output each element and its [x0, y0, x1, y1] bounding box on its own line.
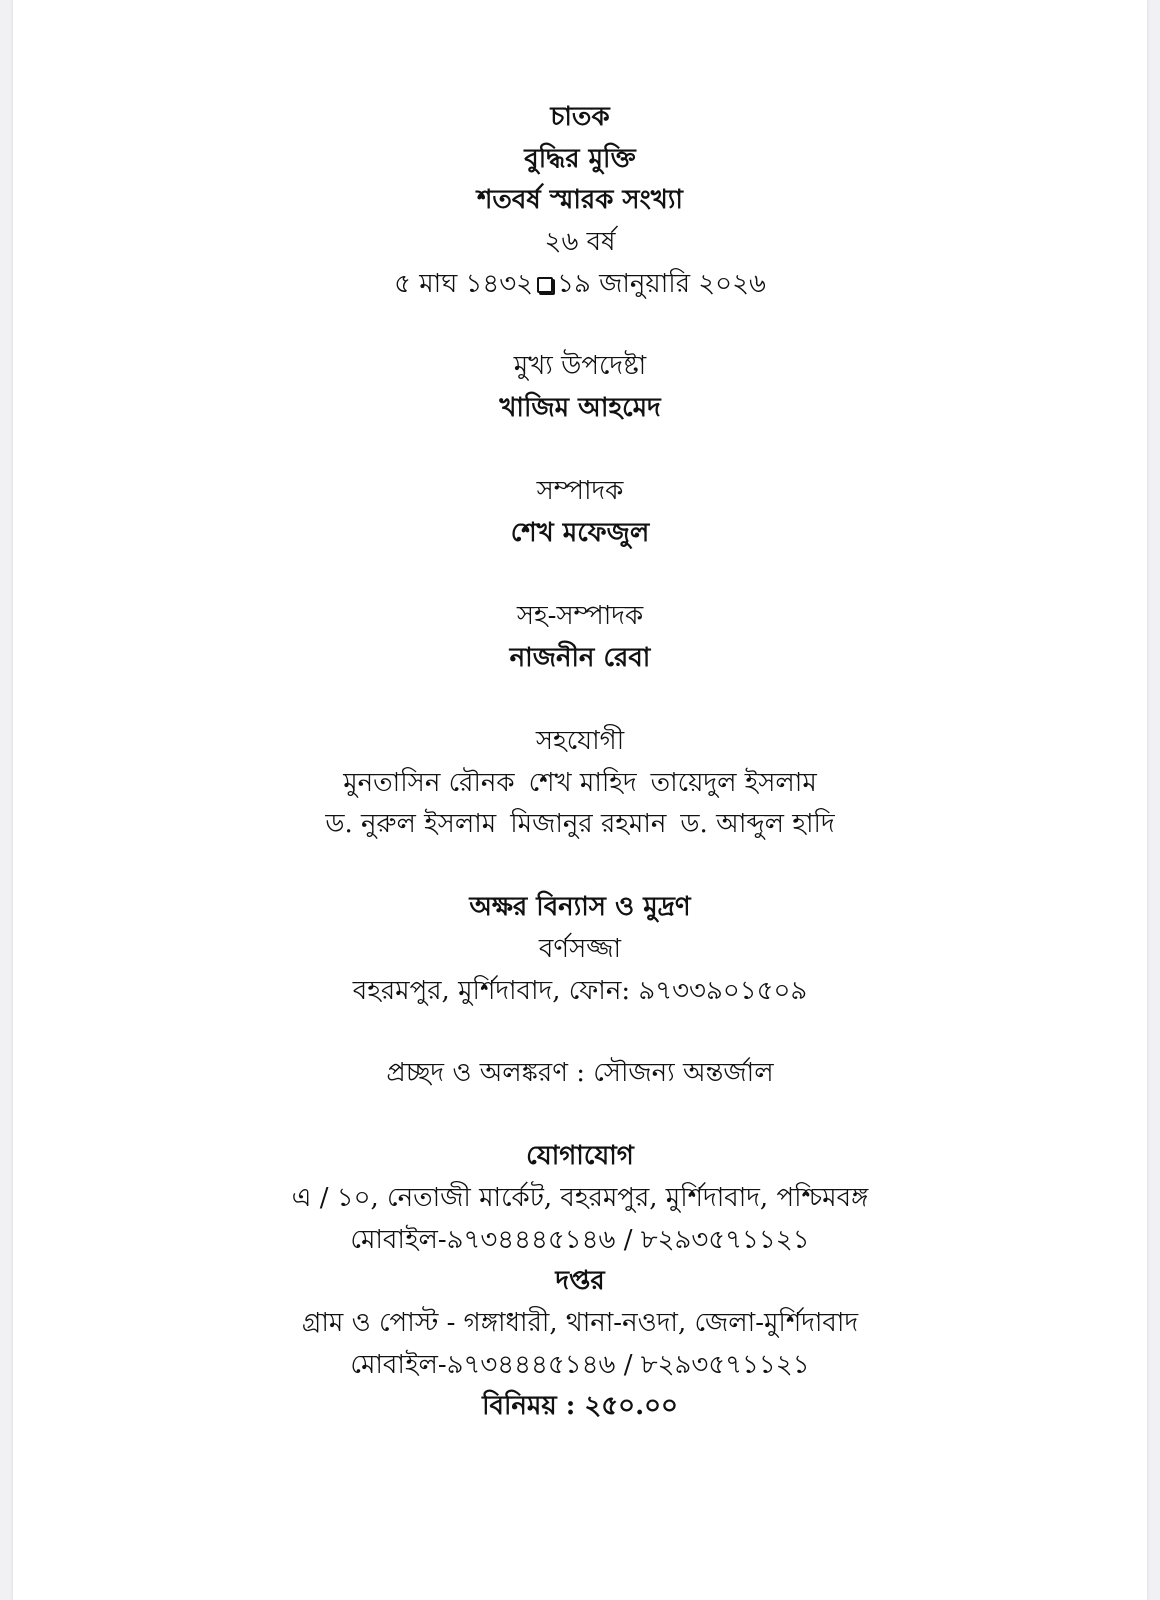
office-mobile: মোবাইল-৯৭৩৪৪৪৫১৪৬ / ৮২৯৩৫৭১১২১ — [350, 1350, 810, 1380]
volume-year: ২৬ বর্ষ — [544, 227, 616, 257]
editor-label: সম্পাদক — [536, 476, 624, 506]
price: বিনিময় : ২৫০.০০ — [482, 1391, 678, 1421]
contact-address: এ / ১০, নেতাজী মার্কেট, বহরমপুর, মুর্শিদাবাদ, পশ্চিমবঙ্গ — [291, 1183, 869, 1213]
office-address: গ্রাম ও পোস্ট - গঙ্গাধারী, থানা-নওদা, জেলা-মুর্শিদাবাদ — [301, 1308, 859, 1338]
co-editor-name: নাজনীন রেবা — [509, 643, 651, 673]
contact-mobile: মোবাইল-৯৭৩৪৪৪৫১৪৬ / ৮২৯৩৫৭১১২১ — [350, 1225, 810, 1255]
edition-title: শতবর্ষ স্মারক সংখ্যা — [477, 185, 683, 215]
cover-credit: প্রচ্ছদ ও অলঙ্করণ : সৌজন্য অন্তর্জাল — [386, 1058, 774, 1088]
associate-name: মুনতাসিন রৌনক — [343, 768, 515, 798]
editor-name: শেখ মফেজুল — [510, 518, 650, 548]
typesetting-label: অক্ষর বিন্যাস ও মুদ্রণ — [469, 892, 691, 922]
contact-label: যোগাযোগ — [526, 1141, 634, 1171]
associate-name: ড. আব্দুল হাদি — [680, 809, 835, 839]
date-bengali: ৫ মাঘ ১৪৩২ — [394, 269, 534, 299]
chief-advisor-name: খাজিম আহমেদ — [499, 393, 661, 423]
chief-advisor-label: মুখ্য উপদেষ্টা — [513, 351, 647, 381]
associates-row-1 — [13, 765, 1147, 801]
associate-name: মিজানুর রহমান — [510, 809, 667, 839]
magazine-tagline: বুদ্ধির মুক্তি — [524, 144, 636, 174]
magazine-name: চাতক — [550, 102, 610, 132]
associates-row-2 — [13, 806, 1147, 842]
associates-label: সহযোগী — [535, 726, 625, 756]
document-page — [13, 0, 1147, 1600]
issue-date — [13, 266, 1147, 302]
associate-name: শেখ মাহিদ — [528, 768, 637, 798]
associate-name: ড. নুরুল ইসলাম — [325, 809, 497, 839]
co-editor-label: সহ-সম্পাদক — [516, 601, 644, 631]
ballot-box-icon — [537, 277, 553, 293]
office-label: দপ্তর — [555, 1266, 605, 1296]
date-english: ১৯ জানুয়ারি ২০২৬ — [557, 269, 766, 299]
typesetting-address: বহরমপুর, মুর্শিদাবাদ, ফোন: ৯৭৩৩৯০১৫০৯ — [352, 976, 808, 1006]
typesetting-name: বর্ণসজ্জা — [538, 934, 622, 964]
associate-name: তায়েদুল ইসলাম — [650, 768, 817, 798]
